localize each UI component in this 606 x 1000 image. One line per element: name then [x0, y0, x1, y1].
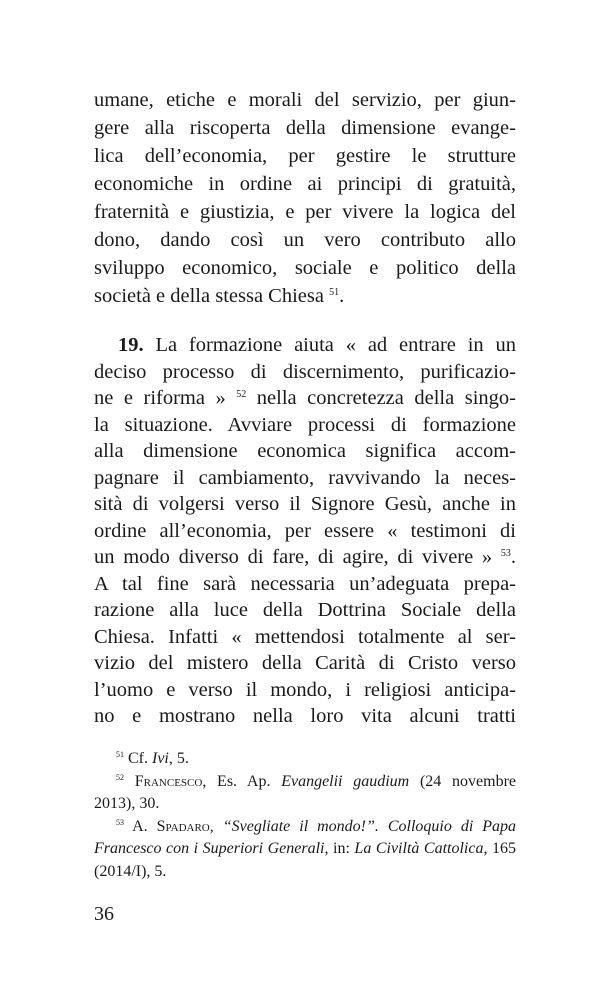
text-italic: Ivi: [152, 750, 169, 767]
text-line: [94, 282, 516, 310]
text: un modo diverso di fare, di agire, di vivere »: [94, 546, 493, 568]
footnote-51: [94, 748, 516, 771]
text-line: razione alla luce della Dottrina Sociale della: [94, 599, 516, 621]
paragraph-19: [94, 332, 516, 730]
text: nella concretezza della singo-: [246, 387, 516, 409]
text-line: no e mostrano nella loro vita alcuni tratti: [94, 705, 516, 727]
text-line: sità di volgersi verso il Signore Gesù, anche in: [94, 493, 516, 515]
text-line: lica dell’economia, per gestire le strutture: [94, 145, 516, 167]
text-line: l’uomo e verso il mondo, i religiosi anticipa-: [94, 678, 516, 701]
text: società e della stessa Chiesa: [94, 285, 324, 307]
author: Spadaro: [156, 817, 210, 835]
text: (24 novembre: [409, 772, 517, 790]
text-line: la situazione. Avviare processi di formazione: [94, 413, 516, 436]
text: Cf.: [124, 750, 152, 767]
text-italic: Francesco con i Superiori Generali: [94, 840, 325, 857]
footnote-52-cont: 2013), 30.: [94, 795, 160, 812]
footnote-number: 51: [116, 750, 124, 759]
footnote-53: [94, 816, 516, 839]
text-line: gere alla riscoperta della dimensione evange-: [94, 117, 516, 139]
footnote-53-cont: (2014/I), 5.: [94, 862, 167, 880]
paragraph-18-continuation: [94, 86, 516, 310]
footnotes: [94, 748, 516, 883]
text-line: umane, etiche e morali del servizio, per giun-: [94, 89, 516, 111]
footnote-ref: 51: [329, 287, 340, 298]
text: A.: [124, 817, 157, 835]
text-line: economiche in ordine ai principi di gratuità,: [94, 173, 516, 195]
text-line: [94, 544, 516, 571]
text: .: [510, 546, 516, 568]
footnote-number: 52: [116, 772, 124, 782]
text-italic: La Civiltà Cattolica: [354, 840, 484, 857]
text-line: dono, dando così un vero contributo allo: [94, 229, 516, 251]
footnote-52: [94, 771, 516, 794]
text: ne e riforma »: [94, 387, 226, 409]
text-line: sviluppo economico, sociale e politico della: [94, 257, 516, 279]
footnote-ref: 53: [500, 548, 511, 559]
text: , 5.: [168, 750, 189, 767]
footnote-53-line2: [94, 838, 516, 861]
text: .: [339, 285, 345, 307]
text-line: [94, 332, 516, 359]
text-line: vizio del mistero della Carità di Cristo verso: [94, 652, 516, 674]
text-line: deciso processo di discernimento, purificazio-: [94, 360, 516, 383]
author: Francesco: [134, 772, 203, 790]
text-line: ordine all’economia, per essere « testimoni di: [94, 519, 516, 542]
text-italic: “Svegliate il mondo!”. Colloquio di Papa: [222, 817, 517, 835]
text: , in:: [324, 840, 355, 857]
paragraph-number: 19.: [118, 334, 144, 356]
text-line: alla dimensione economica significa accom-: [94, 440, 516, 462]
text: ,: [209, 817, 223, 835]
footnote-number: 53: [116, 817, 124, 827]
footnote-ref: 52: [236, 389, 247, 400]
text-line: [94, 385, 516, 412]
text-line: Chiesa. Infatti « mettendosi totalmente al ser-: [94, 625, 516, 648]
page-number: 36: [94, 903, 114, 925]
text: La formazione aiuta « ad entrare in un: [143, 334, 516, 356]
text-italic: Evangelii gaudium: [281, 772, 410, 790]
text-line: pagnare il cambiamento, ravvivando la neces-: [94, 466, 516, 489]
text-line: A tal fine sarà necessaria un’adeguata prepa-: [94, 572, 516, 595]
text: , 165: [483, 840, 517, 857]
text-line: fraternità e giustizia, e per vivere la logica del: [94, 201, 516, 223]
text: , Es. Ap.: [202, 772, 282, 790]
